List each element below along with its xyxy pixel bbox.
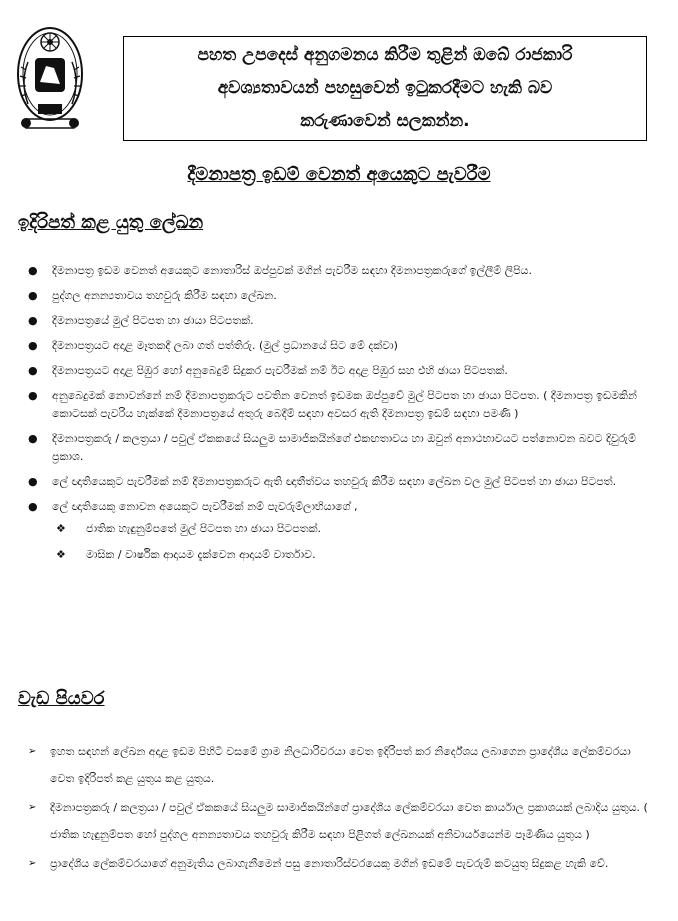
list-item: ➢ ප්‍රාදේශීය ලේකම්වරයාගේ අනුමැතිය ලබාගැනීමෙන් පසු නොතාරිස්වරයෙකු මගින් ඉඩමේ පැවරුම් කටයුතු සිදුකළ හැකි වේ. [26, 850, 656, 877]
bullet-icon: ● [28, 314, 38, 327]
notice-box [123, 36, 647, 141]
page-title-text: දීමනාපත්‍ර ඉඩම් වෙනත් අයෙකුට පැවරීම [187, 164, 491, 185]
bullet-icon: ● [28, 289, 38, 302]
list-item: ● අනුබෙදුමක් නොවන්නේ නම් දීමනාපත්‍රකරුට පවතින වෙනත් ඉඩමක ඔප්පුවේ මුල් පිටපත හා ඡායා පිටපත. ( දීමනාපත්‍ර ඉඩමකින් කොටසක් පැවරිය හැක්කේ දීමනාපත්‍රයේ අතුරු බෙදීම් සඳහා අවසර ඇති දීමනාපත්‍ර ඉඩම් සඳහා පමණි ) [28, 389, 637, 420]
bullet-icon: ● [28, 364, 38, 377]
bullet-icon: ● [28, 389, 38, 402]
procedure-list [26, 738, 656, 879]
notice-line-3: කරුණාවෙන් සලකන්න. [300, 111, 470, 131]
arrow-bullet-icon: ➢ [28, 802, 37, 813]
list-item: ● දීමනාපත්‍රකරු / කලත්‍රයා / පවුල් ඒකකයේ සියලුම සාමාජිකයින්ගේ එකඟතාවය හා ඔවුන් අනාථභාවයට පත්නොවන බවට දිවුරුම් ප්‍රකාශ. [28, 432, 636, 463]
sub-list-item: ❖ මාසික / වාර්ෂික ආදායම දැක්වෙන ආදායම් වාර්තාව. [56, 546, 656, 564]
list-item: ➢ ඉහත සඳහන් ලේඛන අදාළ ඉඩම පිහිටි වසමේ ග්‍රාම නිලධාරිවරයා වෙත ඉදිරිපත් කර නිර්දේශය ලබාගෙන ප්‍රාදේශීය ලේකම්වරයා වෙත ඉදිරිපත් කළ යුතුය කළ යුතුය. [26, 738, 656, 792]
page-title [0, 162, 678, 188]
bullet-icon: ● [28, 264, 38, 277]
arrow-bullet-icon: ➢ [28, 858, 37, 869]
bullet-icon: ● [28, 500, 38, 513]
diamond-bullet-icon: ❖ [56, 548, 66, 561]
list-item: ● දීමනාපත්‍රයට අදාළ පිඹුර හෝ අනුබෙදුම් සිදුකර පැවරීමක් නම් ඊට අදාළ පිඹුර සහ එහි ඡායා පිටපතක්. [26, 362, 656, 380]
list-item: ● ලේ ඥාතියෙකුට පැවරීමක් නම් දීමනාපත්‍රකරුට ඇති ඥාතීත්වය තහවුරු කිරීම සඳහා ලේඛන වල මුල් පිටපත් හා ඡායා පිටපත්. [26, 473, 656, 491]
list-item: ● ලේ ඥාතියෙකු නොවන අයෙකුට පැවරීමක් නම් පැවරුම්ලාභියාගේ , ❖ ජාතික හැඳුනුම්පතේ මුල් පිටපත හා ඡායා පිටපතක්. ❖ මාසික / වාර්ෂික ආදායම දැක්වෙන ආදායම් වාර්තාව. [26, 498, 656, 564]
list-item: ● දීමනාපත්‍ර ඉඩම වෙනත් අයෙකුට නොතාරිස් ඔප්පුවක් මගින් පැවරීම සඳහා දීමනාපත්‍රකරුගේ ඉල්ලීම් ලිපිය. [26, 262, 656, 280]
arrow-bullet-icon: ➢ [28, 746, 37, 757]
notice-line-2: අවශ්‍යතාවයන් පහසුවෙන් ඉටුකරදීමට හැකි බව [217, 78, 553, 98]
list-item: ● දීමනාපත්‍රයට අදාළ මෑතකදී ලබා ගත් පත්තිරු. (මුල් ප්‍රධානයේ සිට මේ දක්වා) [26, 337, 656, 355]
notice-line-1: පහත උපදෙස් අනුගමනය කිරීම තුළින් ඔබේ රාජකාරි [197, 45, 573, 65]
sri-lanka-emblem-icon [12, 22, 88, 134]
bullet-icon: ● [28, 475, 38, 488]
procedure-heading: වැඩ පියවර [18, 688, 105, 709]
sub-list-item: ❖ ජාතික හැඳුනුම්පතේ මුල් පිටපත හා ඡායා පිටපතක්. [56, 520, 656, 538]
documents-list [26, 262, 656, 572]
list-item: ➢ දීමනාපත්‍රකරු / කලත්‍රයා / පවුල් ඒකකයේ සියලුම සාමාජිකයින්ගේ ප්‍රාදේශීය ලේකම්වරයා වෙත කාර්යාල ප්‍රකාශයක් ලබාදිය යුතුය. ( ජාතික හැඳුනුම්පත හෝ පුද්ගල අනන්‍යතාවය තහවුරු කිරීම සඳහා පිළිගත් ලේඛනයක් අනිවාර්යයෙන්ම පෑමිණිය යුතුය ) [26, 794, 656, 848]
bullet-icon: ● [28, 432, 38, 445]
diamond-bullet-icon: ❖ [56, 522, 66, 535]
list-item: ● දීමනාපත්‍රයේ මුල් පිටපත හා ඡායා පිටපතක්. [26, 312, 656, 330]
documents-heading: ඉදිරිපත් කළ යුතු ලේඛන [18, 212, 204, 233]
list-item: ● පුද්ගල අනන්‍යතාවය තහවුරු කිරීම සඳහා ලේඛන. [26, 287, 656, 305]
bullet-icon: ● [28, 339, 38, 352]
sub-list [52, 520, 656, 564]
